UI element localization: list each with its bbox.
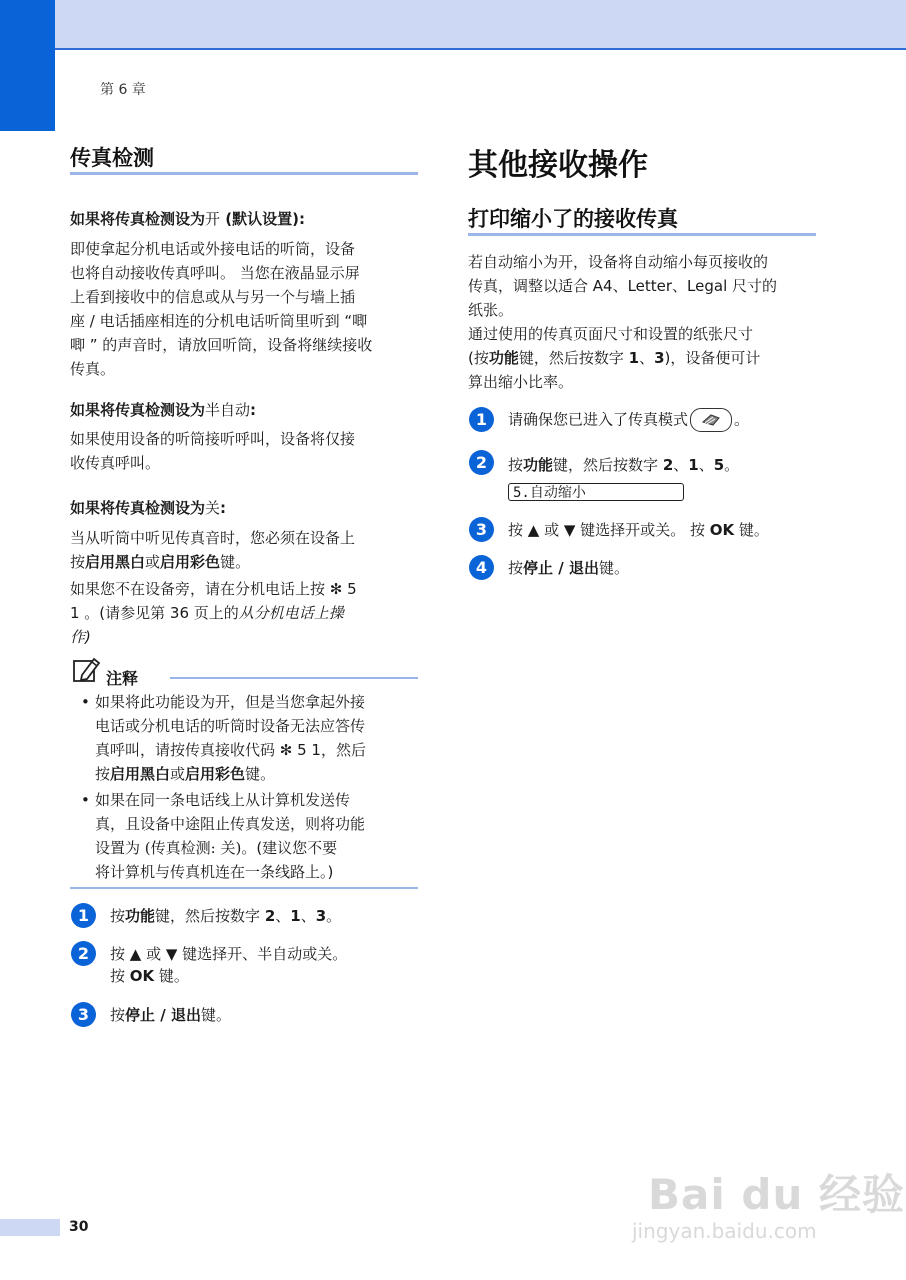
subheading-suffix: : (250, 401, 257, 419)
text: ，但是当您拿起外接 (230, 693, 366, 711)
step-number: 4 (469, 555, 494, 580)
lcd-message: 接收中 (115, 288, 161, 306)
digit: 1 (628, 349, 640, 367)
step-2-text (110, 943, 347, 987)
step-number: 2 (71, 941, 96, 966)
text: )，设备便可计 (664, 349, 761, 367)
text-line: 传真。 (70, 360, 116, 378)
key-colour-start: 启用彩色 (185, 765, 246, 783)
text: 、 (275, 907, 291, 925)
text: 。 (326, 907, 342, 925)
text: 按 (508, 456, 524, 474)
step-1-text (508, 408, 749, 432)
text: 。(建议您不要 (241, 839, 338, 857)
paragraph-ratio (468, 322, 828, 394)
text-line: 算出缩小比率。 (468, 373, 574, 391)
text: 、 (639, 349, 655, 367)
step-3-text (110, 1004, 231, 1026)
digit: 1 (290, 907, 301, 925)
step-3-text (508, 519, 769, 541)
text: 、 (673, 456, 689, 474)
text: 按 (70, 553, 86, 571)
text: 按 (110, 1006, 126, 1024)
cross-reference-link[interactable]: 从分机电话上操 (238, 604, 344, 622)
text-line: 收传真呼叫。 (70, 454, 161, 472)
subheading-suffix: : (220, 499, 227, 517)
digit: 3 (654, 349, 665, 367)
setting-value: 半自动 (205, 401, 251, 419)
text-line: 当从听筒中听见传真音时，您必须在设备上 (70, 529, 356, 547)
step-4-text (508, 557, 629, 579)
text: 键。 (200, 1006, 231, 1024)
cross-reference-link[interactable]: 作) (70, 628, 91, 646)
section-title-fax-detect: 传真检测 (70, 146, 154, 170)
text: 键，然后按数字 (155, 907, 265, 925)
text: 、 (698, 456, 714, 474)
step-number: 3 (71, 1002, 96, 1027)
setting-value: 关 (655, 521, 671, 539)
note-rule (170, 677, 418, 679)
text: 若自动缩小为 (468, 253, 559, 271)
text: 键，然后按数字 (553, 456, 663, 474)
paragraph-extension (70, 577, 420, 649)
text: 设置为 (95, 839, 145, 857)
text-line: 传真，调整以适合 A4、Letter、Legal 尺寸的 (468, 277, 778, 295)
subheading-semi-auto (70, 399, 256, 420)
setting-value: 半自动 (257, 945, 303, 963)
subheading-prefix: 如果将传真检测设为 (70, 401, 206, 419)
text: 。 (332, 945, 348, 963)
text: 或 (640, 521, 656, 539)
subsection-title-reduce: 打印缩小了的接收传真 (468, 207, 678, 231)
text-line: 如果在同一条电话线上从计算机发送传 (95, 791, 351, 809)
setting-value: 开 (227, 945, 243, 963)
text: 如果将此功能设为 (95, 693, 216, 711)
text: 、 (242, 945, 258, 963)
text: 按 (508, 559, 524, 577)
text: 请确保您已进入了传真模式 (508, 410, 689, 429)
paragraph-off (70, 526, 420, 574)
note-title: 注释 (106, 669, 139, 688)
note-bullet-1 (81, 690, 425, 786)
subheading-off (70, 497, 226, 518)
digit: 2 (662, 456, 674, 474)
title-rule (70, 172, 418, 175)
digit: 1 (688, 456, 699, 474)
paragraph-on (70, 237, 420, 381)
setting-value: 关 (317, 945, 333, 963)
key-mono-start: 启用黑白 (110, 765, 171, 783)
text-line: 如果您不在设备旁，请在分机电话上按 ✻ 5 (70, 580, 357, 598)
key-stop-exit: 停止 / 退出 (125, 1006, 201, 1024)
step-1-text (110, 905, 341, 927)
lcd-display: 5.自动缩小 (508, 483, 684, 501)
text-line: 也将自动接收传真呼叫。 当您在液晶显示屏 (70, 264, 360, 282)
text: 按 (95, 765, 111, 783)
text-line: 真，且设备中途阻止传真发送，则将功能 (95, 815, 366, 833)
text: 按 (110, 967, 130, 985)
note-end-rule (70, 887, 418, 889)
text: 键。 (734, 521, 769, 539)
text-line: 的信息或从与另一个与墙上插 (160, 288, 356, 306)
paragraph-semi-auto (70, 427, 420, 475)
chapter-label: 第 6 章 (100, 82, 146, 98)
paragraph-auto-reduce (468, 250, 828, 322)
text: 。 (724, 456, 740, 474)
section-title-other-receive: 其他接收操作 (468, 148, 648, 183)
key-menu: 功能 (125, 907, 156, 925)
key-mono-start: 启用黑白 (85, 553, 146, 571)
text-line: 上看到 (70, 288, 116, 306)
key-menu: 功能 (488, 349, 519, 367)
text: 键。 (245, 765, 276, 783)
text: 或 (170, 765, 186, 783)
text: 按 (110, 907, 126, 925)
header-bar (0, 0, 906, 50)
text-line: 将计算机与传真机连在一条线路上。) (95, 863, 334, 881)
text-line: 真呼叫，请按传真接收代码 ✻ 5 1，然后 (95, 741, 366, 759)
digit: 2 (264, 907, 276, 925)
digit: 3 (315, 907, 327, 925)
text-line: 如果使用设备的听筒接听呼叫，设备将仅接 (70, 430, 356, 448)
key-menu: 功能 (523, 456, 554, 474)
key-colour-start: 启用彩色 (160, 553, 221, 571)
text: 键，然后按数字 (518, 349, 629, 367)
page-number: 30 (69, 1219, 89, 1235)
subtitle-rule (468, 233, 816, 236)
text: 。 (734, 410, 750, 429)
key-stop-exit: 停止 / 退出 (523, 559, 599, 577)
setting-value: 开 (558, 253, 574, 271)
lcd-message: (传真检测: 关) (144, 839, 242, 857)
text: 键。 (154, 967, 189, 985)
setting-value: 开 (205, 210, 221, 228)
text: 、 (300, 907, 316, 925)
setting-value: 关 (205, 499, 221, 517)
step-number: 2 (469, 450, 494, 475)
note-bullet-2 (81, 788, 425, 884)
text-line: 即使拿起分机电话或外接电话的听筒，设备 (70, 240, 356, 258)
setting-value: 开 (215, 693, 231, 711)
bullet-dot: • (81, 693, 90, 711)
bullet-dot: • (81, 791, 90, 809)
note-pencil-icon (72, 655, 102, 685)
text: 或 (302, 945, 318, 963)
text: 键。 (598, 559, 629, 577)
text: 1 。(请参见第 36 页上的 (70, 604, 239, 622)
text-line: 通过使用的传真页面尺寸和设置的纸张尺寸 (468, 325, 754, 343)
step-number: 1 (469, 407, 494, 432)
text-line: 座 / 电话插座相连的分机电话听筒里听到 “唧 (70, 312, 368, 330)
key-ok: OK (129, 967, 155, 985)
fax-mode-icon (690, 408, 732, 432)
key-ok: OK (709, 521, 735, 539)
watermark-url: jingyan.baidu.com (632, 1219, 817, 1243)
step-number: 1 (71, 903, 96, 928)
step-number: 3 (469, 517, 494, 542)
digit: 5 (713, 456, 725, 474)
setting-value: 开 (625, 521, 641, 539)
text: 。 按 (670, 521, 710, 539)
subheading-prefix: 如果将传真检测设为 (70, 499, 206, 517)
text: ，设备将自动缩小每页接收的 (573, 253, 769, 271)
text: 或 (145, 553, 161, 571)
chapter-tab (0, 0, 55, 131)
subheading-prefix: 如果将传真检测设为 (70, 210, 206, 228)
text: 按 ▲ 或 ▼ 键选择 (110, 945, 228, 963)
text-line: 纸张。 (468, 301, 514, 319)
text: 按 ▲ 或 ▼ 键选择 (508, 521, 626, 539)
subheading-on (70, 208, 305, 229)
footer-bar (0, 1219, 60, 1236)
text: 键。 (220, 553, 251, 571)
subheading-suffix: (默认设置): (220, 210, 305, 228)
text: (按 (468, 349, 489, 367)
text-line: 唧 ” 的声音时，请放回听筒，设备将继续接收 (70, 336, 373, 354)
watermark-logo: Bai du 经验 (648, 1170, 905, 1219)
text-line: 电话或分机电话的听筒时设备无法应答传 (95, 717, 366, 735)
step-2-text (508, 454, 739, 476)
